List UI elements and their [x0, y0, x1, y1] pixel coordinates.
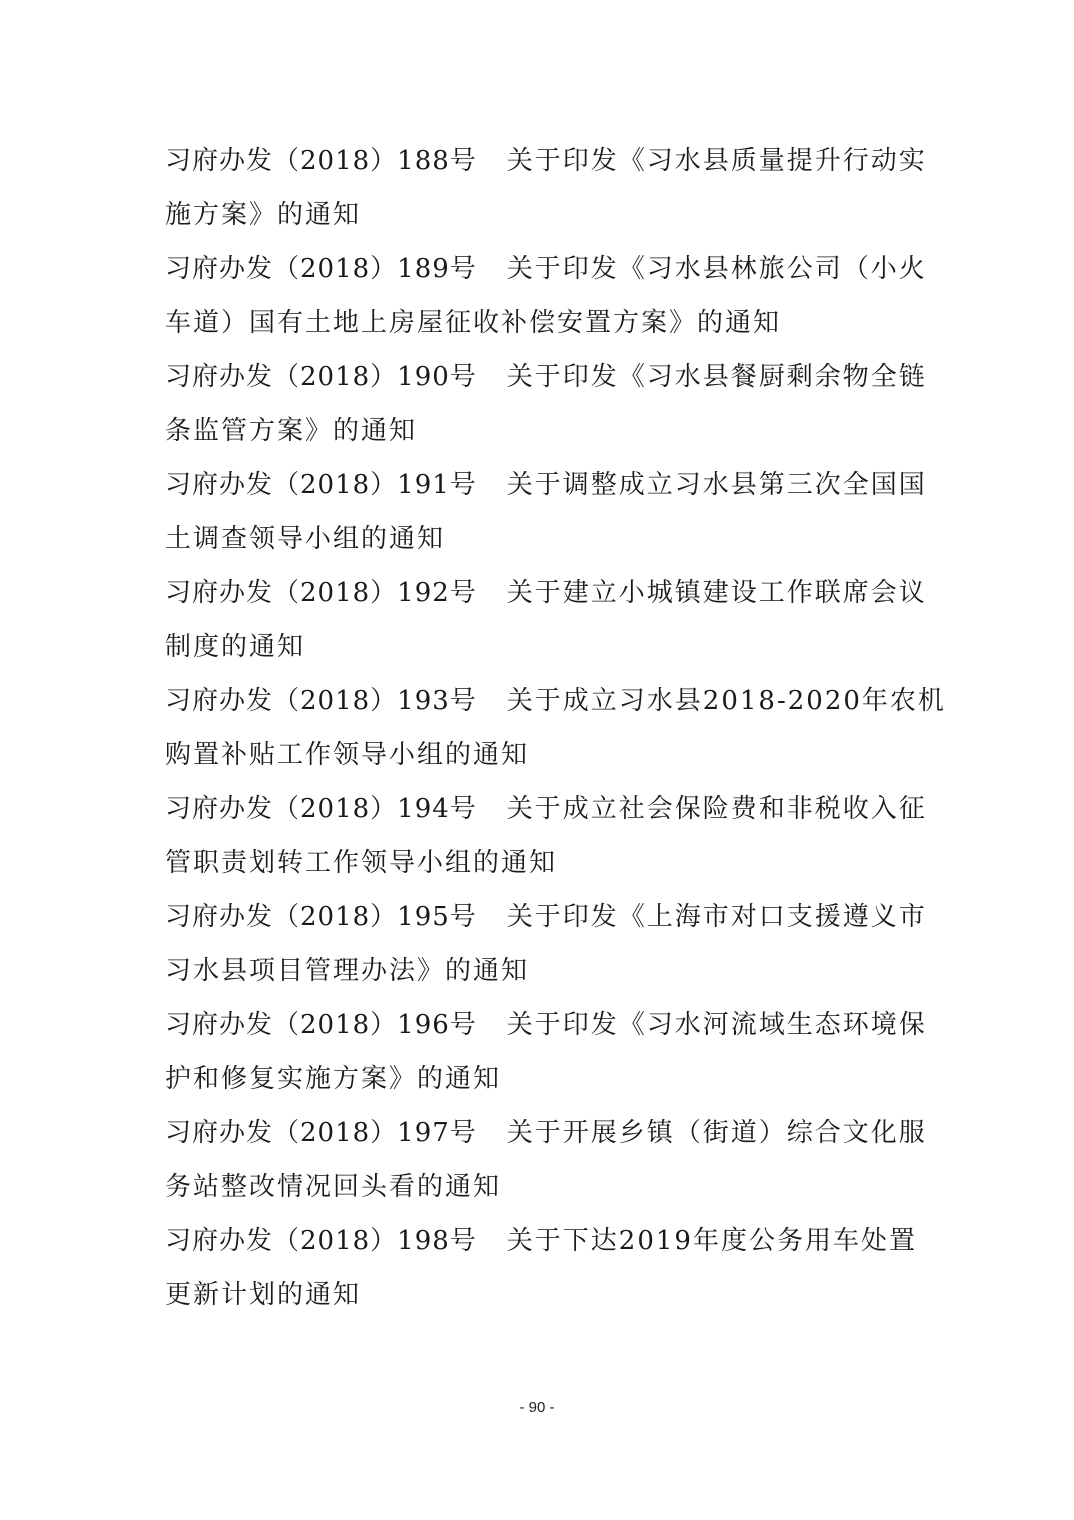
entry-line-2: 土调查领导小组的通知: [165, 524, 446, 554]
entry-line-1: [165, 1106, 927, 1160]
document-title: 关于印发《习水县林旅公司（小火: [506, 254, 927, 284]
list-item: [165, 242, 927, 350]
entry-line-2: 更新计划的通知: [165, 1280, 362, 1310]
document-number: 习府办发（2018）190号: [165, 362, 477, 392]
list-item: [165, 674, 946, 782]
document-number: 习府办发（2018）196号: [165, 1010, 477, 1040]
document-number: 习府办发（2018）198号: [165, 1226, 477, 1256]
document-number: 习府办发（2018）194号: [165, 794, 477, 824]
entry-line-2: 护和修复实施方案》的通知: [165, 1064, 502, 1094]
document-number: 习府办发（2018）191号: [165, 470, 477, 500]
document-number: 习府办发（2018）195号: [165, 902, 477, 932]
document-title: 关于下达2019年度公务用车处置: [506, 1226, 917, 1256]
document-number: 习府办发（2018）197号: [165, 1118, 477, 1148]
document-number: 习府办发（2018）192号: [165, 578, 477, 608]
list-item: [165, 890, 927, 998]
entry-line-2: 施方案》的通知: [165, 200, 362, 230]
document-number: 习府办发（2018）193号: [165, 686, 477, 716]
entry-line-2: 车道）国有土地上房屋征收补偿安置方案》的通知: [165, 308, 782, 338]
list-item: [165, 782, 927, 890]
entry-line-2: 购置补贴工作领导小组的通知: [165, 740, 530, 770]
entry-line-2: 务站整改情况回头看的通知: [165, 1172, 502, 1202]
entry-line-1: [165, 242, 927, 296]
list-item: [165, 1106, 927, 1214]
list-item: [165, 998, 927, 1106]
entry-line-1: [165, 134, 927, 188]
entry-line-1: [165, 890, 927, 944]
document-title: 关于印发《习水县质量提升行动实: [506, 146, 927, 176]
list-item: [165, 566, 927, 674]
page-number: - 90 -: [519, 1399, 555, 1416]
document-number: 习府办发（2018）188号: [165, 146, 477, 176]
document-title: 关于成立社会保险费和非税收入征: [506, 794, 927, 824]
document-title: 关于印发《习水河流域生态环境保: [506, 1010, 927, 1040]
list-item: [165, 1214, 915, 1322]
entry-line-1: [165, 1214, 915, 1268]
document-title: 关于开展乡镇（街道）综合文化服: [506, 1118, 927, 1148]
list-item: [165, 458, 927, 566]
entry-line-1: [165, 998, 927, 1052]
entry-line-1: [165, 674, 946, 728]
list-item: [165, 134, 927, 242]
document-title: 关于印发《上海市对口支援遵义市: [506, 902, 927, 932]
document-title: 关于建立小城镇建设工作联席会议: [506, 578, 927, 608]
entry-line-1: [165, 566, 927, 620]
document-number: 习府办发（2018）189号: [165, 254, 477, 284]
document-list: [165, 134, 946, 1322]
entry-line-1: [165, 350, 927, 404]
entry-line-1: [165, 458, 927, 512]
document-title: 关于调整成立习水县第三次全国国: [506, 470, 927, 500]
entry-line-1: [165, 782, 927, 836]
document-title: 关于印发《习水县餐厨剩余物全链: [506, 362, 927, 392]
entry-line-2: 习水县项目管理办法》的通知: [165, 956, 530, 986]
list-item: [165, 350, 927, 458]
document-title: 关于成立习水县2018-2020年农机: [506, 686, 946, 716]
entry-line-2: 制度的通知: [165, 632, 306, 662]
entry-line-2: 管职责划转工作领导小组的通知: [165, 848, 558, 878]
entry-line-2: 条监管方案》的通知: [165, 416, 418, 446]
